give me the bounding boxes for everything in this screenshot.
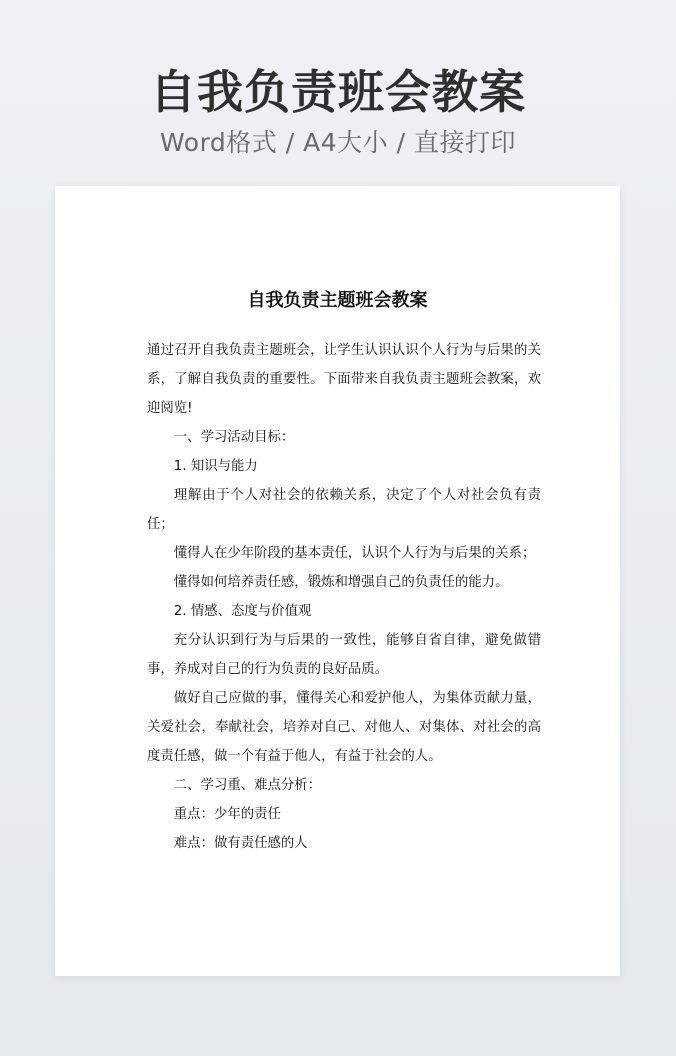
subsection-knowledge: 1. 知识与能力 [173, 459, 258, 474]
goal-paragraph: 懂得人在少年阶段的基本责任，认识个人行为与后果的关系； [173, 546, 536, 561]
intro-paragraph: 通过召开自我负责主题班会，让学生认识认识个人行为与后果的关系，了解自我负责的重要性。下面带来自我负责主题班会教案，欢迎阅览! [147, 343, 541, 416]
section-heading-goals: 一、学习活动目标： [173, 430, 295, 445]
focus-item: 重点：少年的责任 [173, 807, 281, 822]
banner-subtitle: Word格式 / A4大小 / 直接打印 [160, 128, 516, 157]
goal-paragraph: 懂得如何培养责任感，锻炼和增强自己的负责任的能力。 [173, 575, 509, 590]
document-page [55, 186, 620, 976]
goal-paragraph: 做好自己应做的事，懂得关心和爱护他人，为集体贡献力量，关爱社会，奉献社会，培养对自己、对他人、对集体、对社会的高度责任感，做一个有益于他人，有益于社会的人。 [147, 691, 541, 764]
section-heading-focus: 二、学习重、难点分析： [173, 778, 322, 793]
goal-paragraph: 充分认识到行为与后果的一致性，能够自省自律，避免做错事，养成对自己的行为负责的良好品质。 [147, 633, 541, 677]
subsection-attitude: 2. 情感、态度与价值观 [173, 604, 312, 619]
goal-paragraph: 理解由于个人对社会的依赖关系，决定了个人对社会负有责任； [147, 488, 541, 532]
difficulty-item: 难点：做有责任感的人 [173, 836, 308, 851]
document-body [147, 336, 541, 858]
banner-header [0, 60, 676, 160]
document-title: 自我负责主题班会教案 [247, 290, 428, 311]
banner-title: 自我负责班会教案 [150, 65, 526, 119]
